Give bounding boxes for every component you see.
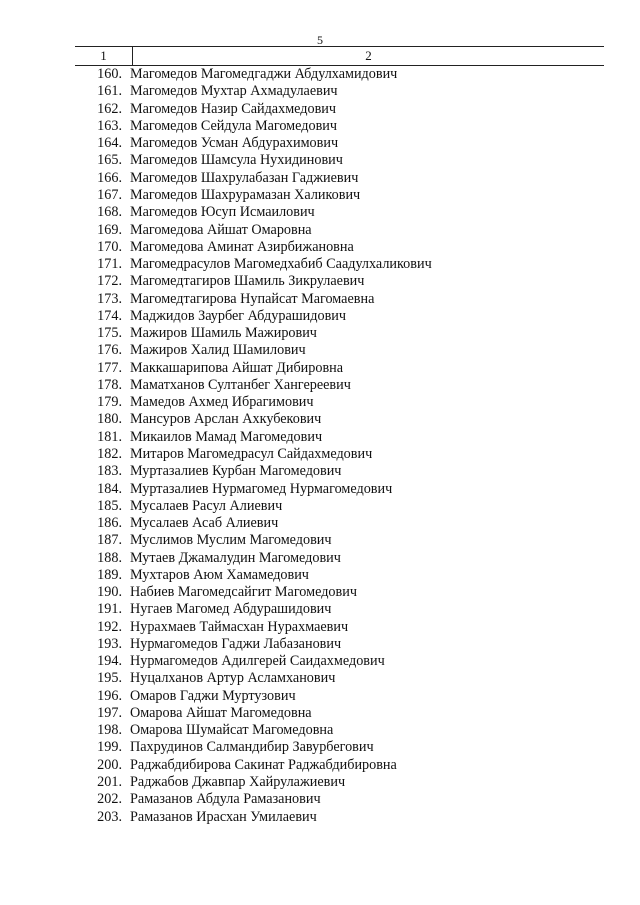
- row-full-name: Набиев Магомедсайгит Магомедович: [130, 584, 357, 601]
- row-full-name: Рамазанов Ирасхан Умилаевич: [130, 808, 317, 825]
- name-list: [75, 66, 604, 826]
- row-number: 195.: [97, 670, 122, 687]
- row-number: 203.: [97, 808, 122, 825]
- table-row: [75, 722, 604, 739]
- row-number: 196.: [97, 687, 122, 704]
- table-row: [75, 653, 604, 670]
- row-full-name: Митаров Магомедрасул Сайдахмедович: [130, 445, 373, 462]
- table-row: [75, 705, 604, 722]
- row-number: 164.: [97, 135, 122, 152]
- row-number: 181.: [97, 428, 122, 445]
- row-full-name: Мусалаев Асаб Алиевич: [130, 515, 279, 532]
- row-number: 160.: [97, 66, 122, 83]
- row-number: 188.: [97, 549, 122, 566]
- page-number: 5: [317, 33, 323, 47]
- table-row: [75, 325, 604, 342]
- row-full-name: Магомедрасулов Магомедхабиб Саадулхаликович: [130, 256, 432, 273]
- row-number: 200.: [97, 756, 122, 773]
- row-full-name: Магомедов Юсуп Исмаилович: [130, 204, 315, 221]
- table-row: [75, 688, 604, 705]
- row-full-name: Муртазалиев Курбан Магомедович: [130, 463, 342, 480]
- row-full-name: Мажиров Халид Шамилович: [130, 342, 306, 359]
- row-number: 163.: [97, 117, 122, 134]
- row-number: 192.: [97, 618, 122, 635]
- row-full-name: Магомедтагиров Шамиль Зикрулаевич: [130, 273, 365, 290]
- table-row: [75, 757, 604, 774]
- row-full-name: Мамедов Ахмед Ибрагимович: [130, 394, 314, 411]
- table-row: [75, 532, 604, 549]
- table-row: [75, 101, 604, 118]
- row-number: 197.: [97, 704, 122, 721]
- table-row: [75, 739, 604, 756]
- row-number: 173.: [97, 290, 122, 307]
- table-row: [75, 480, 604, 497]
- row-full-name: Магомедова Айшат Омаровна: [130, 221, 312, 238]
- row-full-name: Мутаев Джамалудин Магомедович: [130, 549, 341, 566]
- row-number: 161.: [97, 83, 122, 100]
- row-number: 182.: [97, 445, 122, 462]
- row-number: 190.: [97, 584, 122, 601]
- row-full-name: Рамазанов Абдула Рамазанович: [130, 791, 321, 808]
- table-row: [75, 360, 604, 377]
- row-full-name: Магомедов Магомедгаджи Абдулхамидович: [130, 66, 398, 83]
- table-row: [75, 221, 604, 238]
- row-full-name: Магомедов Шахрурамазан Халикович: [130, 186, 361, 203]
- row-number: 186.: [97, 515, 122, 532]
- table-row: [75, 170, 604, 187]
- table-row: [75, 446, 604, 463]
- row-full-name: Мусалаев Расул Алиевич: [130, 497, 283, 514]
- row-full-name: Магомедов Мухтар Ахмадулаевич: [130, 83, 338, 100]
- table-row: [75, 774, 604, 791]
- row-full-name: Магомедова Аминат Азирбижановна: [130, 238, 354, 255]
- table-row: [75, 187, 604, 204]
- table-row: [75, 498, 604, 515]
- row-full-name: Нугаев Магомед Абдурашидович: [130, 601, 332, 618]
- row-number: 177.: [97, 359, 122, 376]
- table-row: [75, 239, 604, 256]
- table-row: [75, 256, 604, 273]
- row-full-name: Микаилов Мамад Магомедович: [130, 428, 323, 445]
- table-row: [75, 584, 604, 601]
- row-number: 201.: [97, 774, 122, 791]
- row-number: 178.: [97, 376, 122, 393]
- row-full-name: Муртазалиев Нурмагомед Нурмагомедович: [130, 480, 393, 497]
- table-row: [75, 83, 604, 100]
- row-full-name: Маматханов Султанбег Хангереевич: [130, 376, 351, 393]
- table-row: [75, 152, 604, 169]
- row-number: 179.: [97, 394, 122, 411]
- row-number: 194.: [97, 653, 122, 670]
- row-full-name: Нурахмаев Таймасхан Нурахмаевич: [130, 618, 349, 635]
- table-row: [75, 463, 604, 480]
- row-number: 189.: [97, 566, 122, 583]
- row-number: 162.: [97, 100, 122, 117]
- row-full-name: Нурмагомедов Адилгерей Саидахмедович: [130, 653, 385, 670]
- row-number: 199.: [97, 739, 122, 756]
- row-number: 202.: [97, 791, 122, 808]
- table-row: [75, 515, 604, 532]
- row-full-name: Раджабдибирова Сакинат Раджабдибировна: [130, 756, 397, 773]
- row-number: 172.: [97, 273, 122, 290]
- table-row: [75, 601, 604, 618]
- table-row: [75, 549, 604, 566]
- table-row: [75, 791, 604, 808]
- row-full-name: Омарова Шумайсат Магомедовна: [130, 722, 334, 739]
- row-number: 191.: [97, 601, 122, 618]
- row-full-name: Нурмагомедов Гаджи Лабазанович: [130, 635, 342, 652]
- row-full-name: Мухтаров Аюм Хамамедович: [130, 566, 309, 583]
- row-full-name: Маджидов Заурбег Абдурашидович: [130, 307, 346, 324]
- row-number: 176.: [97, 342, 122, 359]
- row-full-name: Магомедов Назир Сайдахмедович: [130, 100, 337, 117]
- table-row: [75, 66, 604, 83]
- table-row: [75, 636, 604, 653]
- table-row: [75, 429, 604, 446]
- row-full-name: Раджабов Джавпар Хайрулажиевич: [130, 774, 346, 791]
- row-full-name: Омаров Гаджи Муртузович: [130, 687, 296, 704]
- table-row: [75, 619, 604, 636]
- row-number: 169.: [97, 221, 122, 238]
- table-row: [75, 394, 604, 411]
- row-full-name: Маккашарипова Айшат Дибировна: [130, 359, 344, 376]
- row-full-name: Магомедтагирова Нупайсат Магомаевна: [130, 290, 375, 307]
- row-number: 170.: [97, 238, 122, 255]
- table-row: [75, 308, 604, 325]
- table-row: [75, 135, 604, 152]
- table-row: [75, 342, 604, 359]
- row-full-name: Омарова Айшат Магомедовна: [130, 704, 312, 721]
- table-row: [75, 118, 604, 135]
- row-number: 168.: [97, 204, 122, 221]
- row-number: 174.: [97, 307, 122, 324]
- row-number: 175.: [97, 325, 122, 342]
- row-full-name: Мажиров Шамиль Мажирович: [130, 325, 317, 342]
- table-row: [75, 670, 604, 687]
- row-full-name: Магомедов Шахрулабазан Гаджиевич: [130, 169, 359, 186]
- table-row: [75, 204, 604, 221]
- table-row: [75, 273, 604, 290]
- table-header: [75, 46, 604, 66]
- row-number: 171.: [97, 256, 122, 273]
- row-number: 184.: [97, 480, 122, 497]
- table-row: [75, 411, 604, 428]
- table-row: [75, 377, 604, 394]
- row-number: 185.: [97, 497, 122, 514]
- row-full-name: Мансуров Арслан Ахкубекович: [130, 411, 322, 428]
- row-number: 166.: [97, 169, 122, 186]
- row-full-name: Магомедов Сейдула Магомедович: [130, 117, 338, 134]
- row-number: 167.: [97, 186, 122, 203]
- row-full-name: Магомедов Шамсула Нухидинович: [130, 152, 343, 169]
- row-number: 198.: [97, 722, 122, 739]
- row-full-name: Магомедов Усман Абдурахимович: [130, 135, 339, 152]
- row-full-name: Пахрудинов Салмандибир Завурбегович: [130, 739, 374, 756]
- row-number: 180.: [97, 411, 122, 428]
- table-row: [75, 290, 604, 307]
- row-number: 183.: [97, 463, 122, 480]
- column-header-1: 1: [75, 47, 133, 65]
- row-full-name: Нуцалханов Артур Асламханович: [130, 670, 336, 687]
- row-number: 187.: [97, 532, 122, 549]
- row-full-name: Муслимов Муслим Магомедович: [130, 532, 332, 549]
- row-number: 165.: [97, 152, 122, 169]
- table-row: [75, 808, 604, 825]
- table-row: [75, 567, 604, 584]
- column-header-2: 2: [365, 48, 372, 63]
- row-number: 193.: [97, 635, 122, 652]
